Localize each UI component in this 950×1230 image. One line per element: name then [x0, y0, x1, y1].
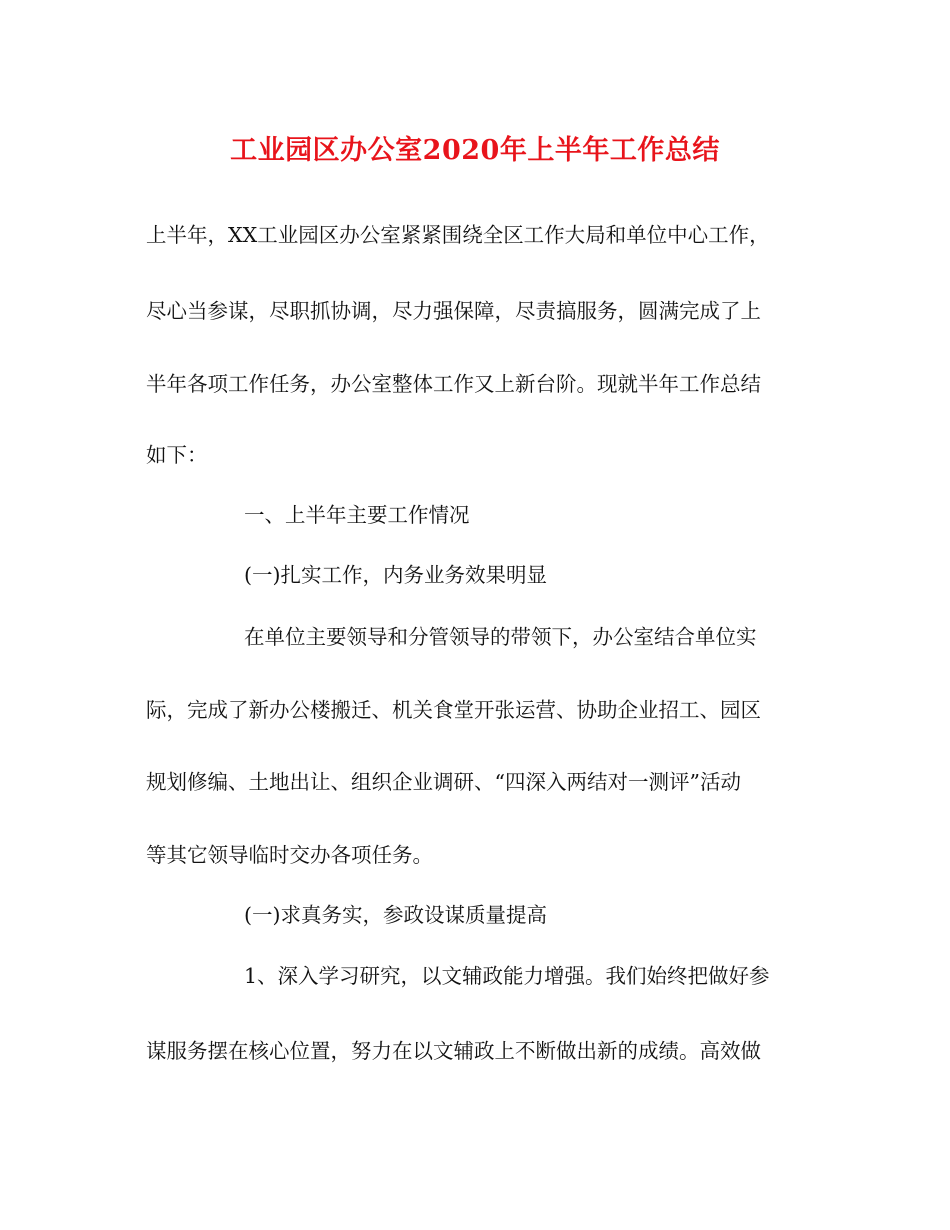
paragraph-line: 规划修编、土地出让、组织企业调研、“四深入两结对一测评”活动: [146, 770, 741, 794]
document-title: 工业园区办公室2020年上半年工作总结: [230, 135, 720, 166]
paragraph-line: 1、深入学习研究，以文辅政能力增强。我们始终把做好参: [244, 964, 770, 988]
paragraph-line: 在单位主要领导和分管领导的带领下，办公室结合单位实: [244, 625, 757, 649]
paragraph-line: 谋服务摆在核心位置，努力在以文辅政上不断做出新的成绩。高效做: [146, 1039, 761, 1063]
paragraph-line: 如下：: [146, 443, 208, 467]
paragraph-line: 半年各项工作任务，办公室整体工作又上新台阶。现就半年工作总结: [146, 372, 761, 396]
subsection-heading: (一)扎实工作，内务业务效果明显: [244, 563, 547, 587]
paragraph-line: 等其它领导临时交办各项任务。: [146, 843, 433, 867]
paragraph-line: 上半年，XX工业园区办公室紧紧围绕全区工作大局和单位中心工作，: [146, 223, 770, 247]
paragraph-line: 尽心当参谋，尽职抓协调，尽力强保障，尽责搞服务，圆满完成了上: [146, 299, 761, 323]
subsection-heading: (一)求真务实，参政设谋质量提高: [244, 903, 547, 927]
paragraph-line: 际，完成了新办公楼搬迁、机关食堂开张运营、协助企业招工、园区: [146, 698, 761, 722]
section-heading: 一、上半年主要工作情况: [244, 503, 470, 527]
